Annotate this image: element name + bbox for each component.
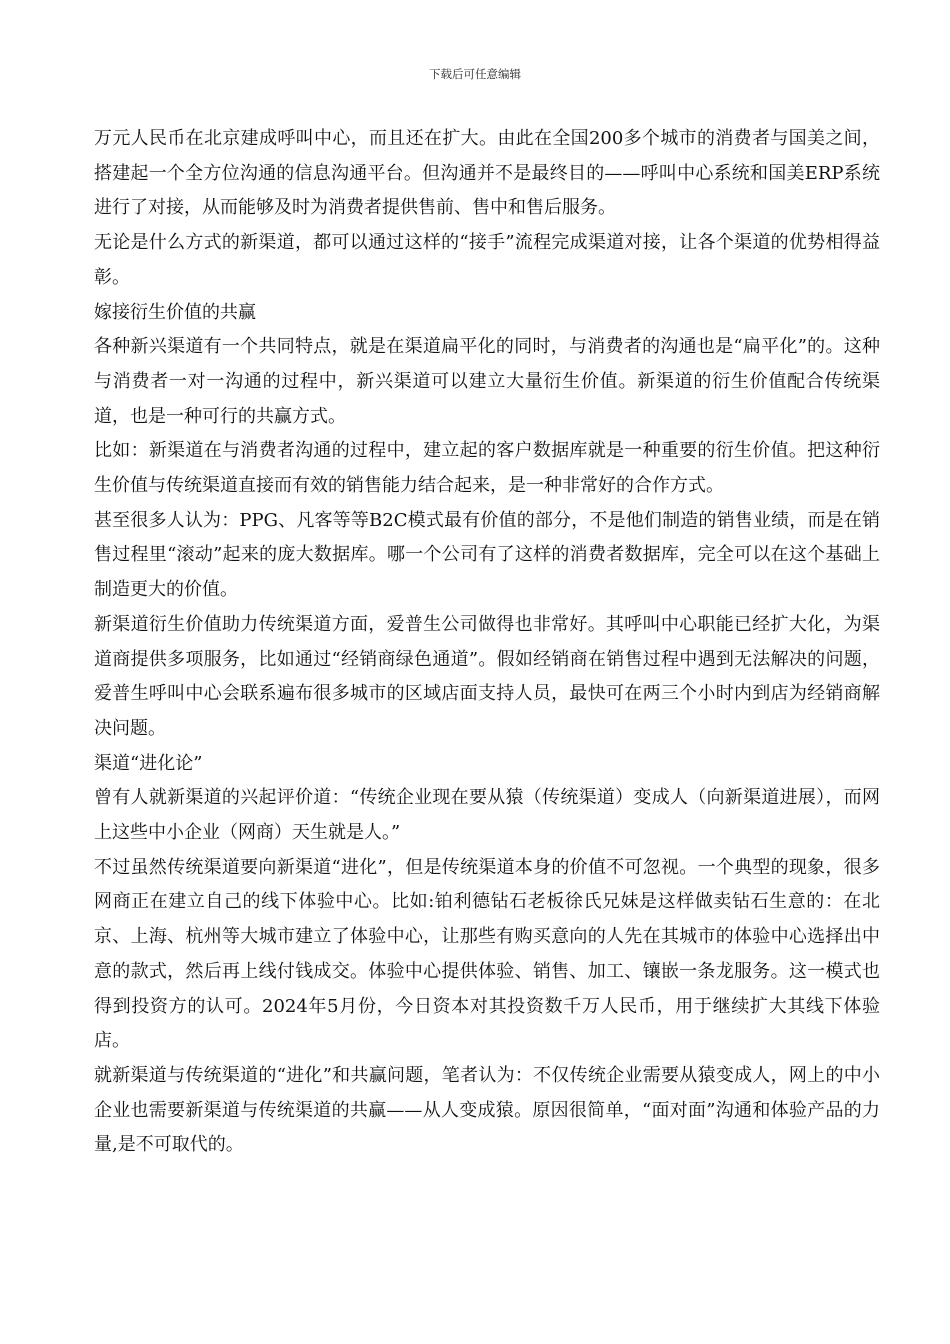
paragraph-quote: 曾有人就新渠道的兴起评价道：“传统企业现在要从猿（传统渠道）变成人（向新渠道进展），而网上这些中小企业（网商）天生就是人。”: [94, 787, 880, 844]
paragraph-conclusion: 就新渠道与传统渠道的“进化”和共赢问题，笔者认为：不仅传统企业需要从猿变成人，网上的中小企业也需要新渠道与传统渠道的共赢——从人变成猿。原因很简单，“面对面”沟通和体验产品的力量,是不可取代的。: [94, 1064, 880, 1156]
paragraph-epson: 新渠道衍生价值助力传统渠道方面，爱普生公司做得也非常好。其呼叫中心职能已经扩大化，为渠道商提供多项服务，比如通过“经销商绿色通道”。假如经销商在销售过程中遇到无法解决的问题，爱普生呼叫中心会联系遍布很多城市的区域店面支持人员，最快可在两三个小时内到店为经销商解决问题。: [94, 613, 880, 739]
paragraph-call-center: 万元人民币在北京建成呼叫中心，而且还在扩大。由此在全国200多个城市的消费者与国美之间，搭建起一个全方位沟通的信息沟通平台。但沟通并不是最终目的——呼叫中心系统和国美ERP系统进行了对接，从而能够及时为消费者提供售前、售中和售后服务。: [94, 128, 880, 219]
section-heading-evolution: 渠道“进化论”: [94, 752, 203, 774]
paragraph-experience-center: 不过虽然传统渠道要向新渠道“进化”，但是传统渠道本身的价值不可忽视。一个典型的现象，很多网商正在建立自己的线下体验中心。比如:铂利德钻石老板徐氏兄妹是这样做卖钻石生意的：在北京、上海、杭州等大城市建立了体验中心，让那些有购买意向的人先在其城市的体验中心选择出中意的款式，然后再上线付钱成交。体验中心提供体验、销售、加工、镶嵌一条龙服务。这一模式也得到投资方的认可。2024年5月份，今日资本对其投资数千万人民币，用于继续扩大其线下体验店。: [94, 856, 880, 1052]
page-header-note: 下载后可任意编辑: [429, 67, 521, 81]
paragraph-flat-communication: 各种新兴渠道有一个共同特点，就是在渠道扁平化的同时，与消费者的沟通也是“扁平化”的。这种与消费者一对一沟通的过程中，新兴渠道可以建立大量衍生价值。新渠道的衍生价值配合传统渠道，也是一种可行的共赢方式。: [94, 336, 880, 427]
paragraph-customer-database: 比如：新渠道在与消费者沟通的过程中，建立起的客户数据库就是一种重要的衍生价值。把这种衍生价值与传统渠道直接而有效的销售能力结合起来，是一种非常好的合作方式。: [94, 440, 880, 497]
section-heading-derived-value: 嫁接衍生价值的共赢: [94, 301, 256, 323]
paragraph-b2c-database: 甚至很多人认为：PPG、凡客等等B2C模式最有价值的部分，不是他们制造的销售业绩，而是在销售过程里“滚动”起来的庞大数据库。哪一个公司有了这样的消费者数据库，完全可以在这个基础上制造更大的价值。: [94, 509, 880, 601]
paragraph-handover: 无论是什么方式的新渠道，都可以通过这样的“接手”流程完成渠道对接，让各个渠道的优势相得益彰。: [94, 232, 880, 288]
document-body: [94, 122, 880, 1163]
